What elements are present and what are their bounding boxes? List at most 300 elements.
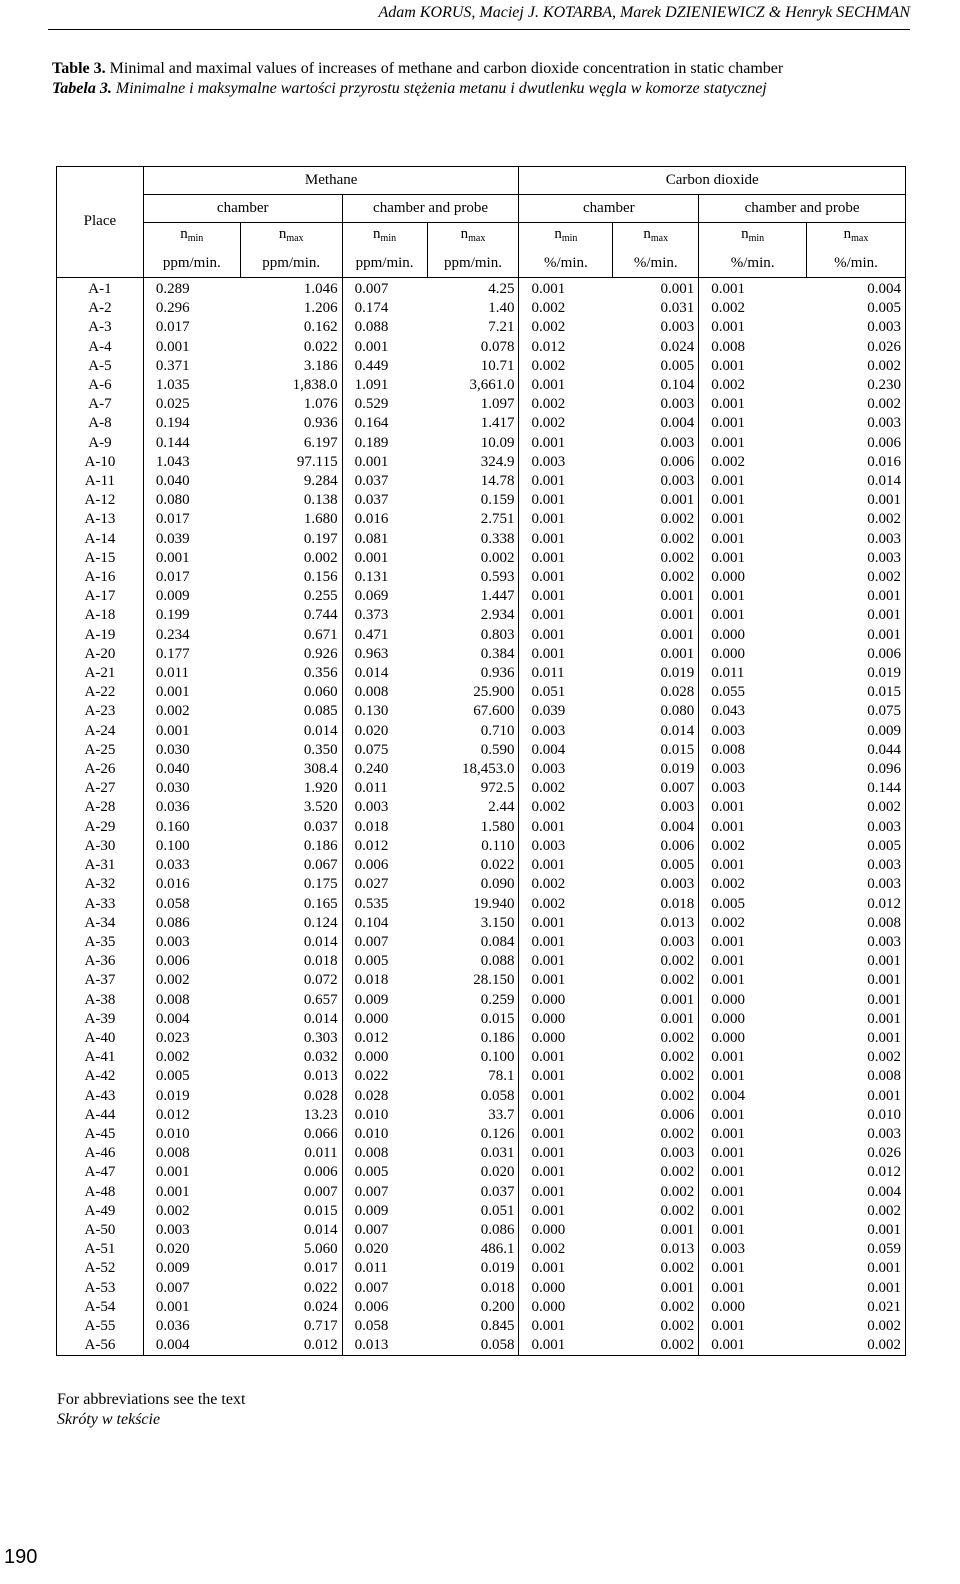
cell-ch4-probe-nmax: 7.21	[427, 318, 519, 337]
table-row	[57, 530, 906, 549]
cell-ch4-chamber-nmax: 5.060	[240, 1240, 342, 1259]
caption-pl-label: Tabela 3.	[52, 80, 112, 97]
cell-co2-probe-nmax: 0.008	[807, 914, 906, 933]
cell-co2-chamber-nmin: 0.003	[531, 453, 566, 470]
cell-co2-probe-nmin: 0.001	[711, 396, 745, 413]
cell-ch4-probe-nmin: 0.001	[354, 549, 389, 566]
cell-co2-probe-nmin: 0.000	[711, 645, 745, 662]
cell-ch4-chamber-nmin: 0.194	[155, 415, 190, 432]
n-min-header: $n_{min}$	[519, 223, 613, 251]
cell-co2-probe-nmax: 0.016	[807, 453, 906, 472]
cell-ch4-probe-nmin: 0.007	[354, 1183, 389, 1200]
cell-co2-chamber-nmin: 0.001	[531, 492, 566, 509]
cell-ch4-chamber-nmax: 0.255	[240, 587, 342, 606]
cell-ch4-probe-nmin: 0.006	[354, 1298, 389, 1315]
cell-co2-probe-nmax: 0.003	[807, 549, 906, 568]
cell-co2-probe-nmax: 0.002	[807, 1202, 906, 1221]
cell-place: A-13	[57, 510, 144, 529]
cell-place: A-52	[57, 1259, 144, 1278]
cell-co2-chamber-nmin: 0.000	[531, 1221, 566, 1238]
cell-co2-probe-nmin: 0.001	[711, 357, 745, 374]
n-min-header: $n_{min}$	[143, 223, 240, 251]
cell-co2-chamber-nmax: 0.019	[613, 760, 699, 779]
cell-co2-probe-nmax: 0.001	[807, 991, 906, 1010]
cell-ch4-chamber-nmax: 0.926	[240, 645, 342, 664]
cell-co2-probe-nmin: 0.001	[711, 1183, 745, 1200]
cell-co2-probe-nmin: 0.001	[711, 1221, 745, 1238]
cell-co2-probe-nmin: 0.000	[711, 569, 745, 586]
cell-co2-chamber-nmin: 0.001	[531, 953, 566, 970]
cell-ch4-chamber-nmin: 0.036	[155, 1317, 190, 1334]
cell-ch4-chamber-nmax: 0.007	[240, 1183, 342, 1202]
cell-ch4-probe-nmax: 0.259	[427, 991, 519, 1010]
cell-co2-chamber-nmin: 0.051	[531, 684, 566, 701]
cell-co2-probe-nmax: 0.003	[807, 875, 906, 894]
table-row	[57, 395, 906, 414]
cell-place: A-10	[57, 453, 144, 472]
cell-co2-chamber-nmin: 0.001	[531, 1164, 566, 1181]
cell-place: A-35	[57, 933, 144, 952]
cell-place: A-3	[57, 318, 144, 337]
cell-place: A-45	[57, 1125, 144, 1144]
cell-co2-chamber-nmax: 0.002	[613, 1163, 699, 1182]
cell-co2-probe-nmax: 0.001	[807, 491, 906, 510]
cell-co2-probe-nmax: 0.002	[807, 510, 906, 529]
cell-ch4-chamber-nmax: 0.028	[240, 1087, 342, 1106]
cell-co2-chamber-nmin: 0.001	[531, 473, 566, 490]
cell-ch4-probe-nmax: 0.084	[427, 933, 519, 952]
cell-co2-probe-nmax: 0.006	[807, 645, 906, 664]
cell-co2-probe-nmax: 0.002	[807, 1048, 906, 1067]
cell-ch4-probe-nmax: 19.940	[427, 895, 519, 914]
cell-ch4-probe-nmin: 0.020	[354, 722, 389, 739]
cell-co2-probe-nmin: 0.001	[711, 281, 745, 297]
cell-ch4-probe-nmax: 0.200	[427, 1298, 519, 1317]
cell-co2-probe-nmax: 0.096	[807, 760, 906, 779]
cell-co2-probe-nmax: 0.001	[807, 1010, 906, 1029]
cell-ch4-probe-nmin: 0.027	[354, 876, 389, 893]
cell-ch4-probe-nmin: 0.529	[354, 396, 389, 413]
cell-ch4-chamber-nmin: 0.017	[155, 569, 190, 586]
cell-co2-chamber-nmax: 0.002	[613, 1336, 699, 1356]
cell-place: A-54	[57, 1298, 144, 1317]
cell-co2-chamber-nmax: 0.001	[613, 587, 699, 606]
table-row	[57, 1259, 906, 1278]
cell-place: A-6	[57, 376, 144, 395]
cell-place: A-17	[57, 587, 144, 606]
cell-ch4-probe-nmax: 67.600	[427, 702, 519, 721]
cell-ch4-probe-nmin: 0.010	[354, 1125, 389, 1142]
cell-ch4-chamber-nmin: 0.039	[155, 530, 190, 547]
cell-co2-probe-nmax: 0.002	[807, 568, 906, 587]
cell-co2-chamber-nmax: 0.002	[613, 1048, 699, 1067]
cell-co2-chamber-nmax: 0.003	[613, 395, 699, 414]
cell-co2-probe-nmin: 0.003	[711, 722, 745, 739]
data-table	[56, 166, 906, 1356]
table-row	[57, 1183, 906, 1202]
cell-ch4-chamber-nmin: 0.199	[155, 607, 190, 624]
cell-ch4-chamber-nmax: 1.076	[240, 395, 342, 414]
table-row	[57, 278, 906, 300]
cell-co2-probe-nmax: 0.003	[807, 1125, 906, 1144]
cell-co2-probe-nmax: 0.001	[807, 1221, 906, 1240]
cell-ch4-probe-nmax: 2.751	[427, 510, 519, 529]
cell-co2-chamber-nmax: 0.001	[613, 1221, 699, 1240]
cell-co2-probe-nmin: 0.001	[711, 953, 745, 970]
cell-ch4-probe-nmax: 78.1	[427, 1067, 519, 1086]
cell-ch4-chamber-nmin: 0.160	[155, 818, 190, 835]
cell-co2-probe-nmax: 0.001	[807, 1087, 906, 1106]
cell-place: A-14	[57, 530, 144, 549]
cell-co2-probe-nmin: 0.001	[711, 607, 745, 624]
cell-co2-probe-nmin: 0.001	[711, 1145, 745, 1162]
table-row	[57, 1106, 906, 1125]
cell-ch4-probe-nmin: 0.012	[354, 837, 389, 854]
table-row	[57, 1067, 906, 1086]
cell-ch4-chamber-nmax: 0.657	[240, 991, 342, 1010]
cell-co2-probe-nmin: 0.000	[711, 991, 745, 1008]
cell-ch4-probe-nmax: 0.186	[427, 1029, 519, 1048]
cell-ch4-probe-nmin: 0.069	[354, 588, 389, 605]
cell-co2-probe-nmin: 0.055	[711, 684, 745, 701]
cell-ch4-probe-nmin: 0.000	[354, 1049, 389, 1066]
cell-co2-chamber-nmin: 0.001	[531, 434, 566, 451]
cell-co2-chamber-nmax: 0.001	[613, 278, 699, 300]
cell-ch4-probe-nmin: 0.449	[354, 357, 389, 374]
cell-co2-probe-nmax: 0.044	[807, 741, 906, 760]
cell-co2-probe-nmax: 0.002	[807, 798, 906, 817]
cell-co2-probe-nmax: 0.002	[807, 1336, 906, 1356]
cell-co2-chamber-nmin: 0.001	[531, 1049, 566, 1066]
cell-place: A-2	[57, 299, 144, 318]
cell-ch4-chamber-nmax: 0.024	[240, 1298, 342, 1317]
cell-co2-probe-nmin: 0.001	[711, 511, 745, 528]
cell-co2-chamber-nmin: 0.002	[531, 300, 566, 317]
cell-ch4-probe-nmin: 0.005	[354, 953, 389, 970]
cell-ch4-chamber-nmin: 0.019	[155, 1087, 190, 1104]
cell-ch4-chamber-nmax: 0.175	[240, 875, 342, 894]
cell-ch4-chamber-nmax: 13.23	[240, 1106, 342, 1125]
cell-ch4-chamber-nmin: 0.012	[155, 1106, 190, 1123]
cell-ch4-chamber-nmax: 0.124	[240, 914, 342, 933]
cell-place: A-18	[57, 606, 144, 625]
cell-co2-chamber-nmin: 0.001	[531, 1183, 566, 1200]
cell-ch4-probe-nmin: 0.007	[354, 933, 389, 950]
cell-co2-chamber-nmax: 0.002	[613, 1202, 699, 1221]
cell-co2-probe-nmax: 0.003	[807, 818, 906, 837]
cell-co2-chamber-nmin: 0.003	[531, 761, 566, 778]
cell-ch4-probe-nmin: 0.240	[354, 761, 389, 778]
cell-ch4-chamber-nmin: 0.144	[155, 434, 190, 451]
table-row	[57, 1048, 906, 1067]
n-min-header: $n_{min}$	[342, 223, 427, 251]
cell-ch4-probe-nmax: 0.022	[427, 856, 519, 875]
cell-co2-chamber-nmax: 0.002	[613, 1087, 699, 1106]
cell-ch4-chamber-nmax: 0.022	[240, 338, 342, 357]
cell-co2-chamber-nmax: 0.002	[613, 530, 699, 549]
cell-place: A-46	[57, 1144, 144, 1163]
cell-co2-chamber-nmax: 0.002	[613, 1259, 699, 1278]
cell-ch4-probe-nmax: 0.100	[427, 1048, 519, 1067]
cell-place: A-27	[57, 779, 144, 798]
footnote-pl: Skróty w tekście	[57, 1411, 161, 1428]
cell-ch4-chamber-nmin: 0.002	[155, 703, 190, 720]
cell-ch4-probe-nmax: 0.020	[427, 1163, 519, 1182]
cell-ch4-probe-nmin: 0.001	[354, 453, 389, 470]
cell-ch4-probe-nmax: 0.037	[427, 1183, 519, 1202]
cell-co2-probe-nmin: 0.002	[711, 914, 745, 931]
table-row	[57, 587, 906, 606]
cell-place: A-51	[57, 1240, 144, 1259]
cell-co2-probe-nmax: 0.001	[807, 606, 906, 625]
cell-ch4-probe-nmax: 0.384	[427, 645, 519, 664]
cell-place: A-7	[57, 395, 144, 414]
cell-ch4-probe-nmax: 0.058	[427, 1336, 519, 1356]
cell-co2-chamber-nmax: 0.003	[613, 798, 699, 817]
cell-ch4-probe-nmin: 0.963	[354, 645, 389, 662]
table-row	[57, 491, 906, 510]
cell-co2-probe-nmin: 0.001	[711, 818, 745, 835]
cell-ch4-chamber-nmin: 0.289	[155, 281, 190, 297]
cell-co2-chamber-nmax: 0.006	[613, 453, 699, 472]
table-row	[57, 1221, 906, 1240]
cell-ch4-probe-nmin: 0.007	[354, 281, 389, 297]
cell-ch4-chamber-nmax: 0.014	[240, 1221, 342, 1240]
cell-ch4-chamber-nmax: 0.015	[240, 1202, 342, 1221]
cell-co2-probe-nmax: 0.001	[807, 587, 906, 606]
cell-co2-chamber-nmax: 0.005	[613, 357, 699, 376]
methane-chamber-header: chamber	[143, 195, 342, 223]
cell-co2-chamber-nmax: 0.002	[613, 971, 699, 990]
cell-co2-probe-nmax: 0.012	[807, 1163, 906, 1182]
cell-co2-probe-nmin: 0.000	[711, 1010, 745, 1027]
cell-ch4-chamber-nmax: 9.284	[240, 472, 342, 491]
cell-ch4-chamber-nmin: 0.005	[155, 1068, 190, 1085]
cell-ch4-chamber-nmax: 0.303	[240, 1029, 342, 1048]
cell-co2-chamber-nmax: 0.014	[613, 722, 699, 741]
table-row	[57, 376, 906, 395]
cell-ch4-chamber-nmin: 1.035	[155, 377, 190, 394]
cell-co2-probe-nmax: 0.012	[807, 895, 906, 914]
cell-co2-probe-nmin: 0.000	[711, 626, 745, 643]
footnote-en: For abbreviations see the text	[57, 1391, 246, 1408]
cell-ch4-probe-nmin: 0.174	[354, 300, 389, 317]
table-row	[57, 357, 906, 376]
table-row	[57, 991, 906, 1010]
table-row	[57, 741, 906, 760]
cell-co2-probe-nmax: 0.002	[807, 1317, 906, 1336]
cell-co2-probe-nmin: 0.001	[711, 434, 745, 451]
cell-ch4-probe-nmax: 0.018	[427, 1279, 519, 1298]
cell-ch4-chamber-nmin: 0.017	[155, 511, 190, 528]
cell-ch4-chamber-nmax: 1.046	[240, 278, 342, 300]
cell-co2-probe-nmax: 0.014	[807, 472, 906, 491]
cell-co2-probe-nmax: 0.059	[807, 1240, 906, 1259]
cell-co2-chamber-nmax: 0.080	[613, 702, 699, 721]
cell-co2-probe-nmin: 0.001	[711, 588, 745, 605]
cell-place: A-32	[57, 875, 144, 894]
table-row	[57, 1279, 906, 1298]
cell-ch4-chamber-nmax: 0.186	[240, 837, 342, 856]
cell-ch4-chamber-nmin: 0.006	[155, 953, 190, 970]
cell-ch4-probe-nmax: 0.090	[427, 875, 519, 894]
table-row	[57, 1010, 906, 1029]
table-row	[57, 472, 906, 491]
table-row	[57, 1317, 906, 1336]
cell-ch4-probe-nmin: 0.009	[354, 991, 389, 1008]
cell-ch4-chamber-nmin: 0.033	[155, 857, 190, 874]
cell-co2-probe-nmin: 0.001	[711, 1279, 745, 1296]
cell-co2-probe-nmax: 0.075	[807, 702, 906, 721]
cell-ch4-chamber-nmax: 0.936	[240, 414, 342, 433]
cell-ch4-chamber-nmax: 0.011	[240, 1144, 342, 1163]
cell-place: A-55	[57, 1317, 144, 1336]
cell-ch4-probe-nmin: 0.014	[354, 665, 389, 682]
cell-place: A-50	[57, 1221, 144, 1240]
cell-ch4-probe-nmax: 1.40	[427, 299, 519, 318]
cell-co2-probe-nmax: 0.026	[807, 338, 906, 357]
cell-co2-chamber-nmax: 0.002	[613, 1183, 699, 1202]
cell-ch4-probe-nmax: 0.015	[427, 1010, 519, 1029]
cell-ch4-chamber-nmax: 0.156	[240, 568, 342, 587]
cell-co2-chamber-nmax: 0.013	[613, 914, 699, 933]
cell-co2-chamber-nmax: 0.024	[613, 338, 699, 357]
cell-co2-probe-nmin: 0.001	[711, 530, 745, 547]
cell-ch4-chamber-nmin: 0.001	[155, 338, 190, 355]
cell-co2-chamber-nmin: 0.001	[531, 1068, 566, 1085]
cell-co2-chamber-nmax: 0.002	[613, 1029, 699, 1048]
cell-ch4-probe-nmin: 0.007	[354, 1221, 389, 1238]
cell-co2-chamber-nmin: 0.039	[531, 703, 566, 720]
cell-ch4-chamber-nmax: 0.037	[240, 818, 342, 837]
cell-co2-probe-nmin: 0.001	[711, 1202, 745, 1219]
cell-ch4-probe-nmin: 0.007	[354, 1279, 389, 1296]
table-row	[57, 606, 906, 625]
cell-place: A-31	[57, 856, 144, 875]
cell-ch4-chamber-nmax: 0.717	[240, 1317, 342, 1336]
cell-ch4-chamber-nmin: 0.296	[155, 300, 190, 317]
running-header: Adam KORUS, Maciej J. KOTARBA, Marek DZIENIEWICZ & Henryk SECHMAN	[48, 0, 910, 30]
cell-co2-chamber-nmin: 0.001	[531, 857, 566, 874]
cell-ch4-probe-nmin: 0.104	[354, 914, 389, 931]
table-row	[57, 434, 906, 453]
cell-ch4-chamber-nmin: 0.016	[155, 876, 190, 893]
cell-ch4-probe-nmin: 0.016	[354, 511, 389, 528]
cell-ch4-chamber-nmax: 1.206	[240, 299, 342, 318]
cell-ch4-chamber-nmax: 0.018	[240, 952, 342, 971]
table-row	[57, 453, 906, 472]
cell-place: A-9	[57, 434, 144, 453]
cell-co2-probe-nmax: 0.001	[807, 626, 906, 645]
table-row	[57, 914, 906, 933]
cell-place: A-39	[57, 1010, 144, 1029]
cell-ch4-chamber-nmax: 0.197	[240, 530, 342, 549]
cell-co2-probe-nmin: 0.001	[711, 972, 745, 989]
cell-ch4-probe-nmax: 28.150	[427, 971, 519, 990]
unit-header: %/min.	[699, 250, 807, 278]
cell-ch4-chamber-nmin: 0.002	[155, 972, 190, 989]
cell-co2-probe-nmin: 0.001	[711, 1049, 745, 1066]
cell-co2-chamber-nmin: 0.001	[531, 588, 566, 605]
cell-co2-chamber-nmax: 0.001	[613, 606, 699, 625]
cell-place: A-16	[57, 568, 144, 587]
cell-place: A-20	[57, 645, 144, 664]
table-row	[57, 875, 906, 894]
cell-ch4-chamber-nmin: 0.080	[155, 492, 190, 509]
table-row	[57, 760, 906, 779]
cell-ch4-probe-nmin: 0.012	[354, 1029, 389, 1046]
cell-ch4-probe-nmax: 0.019	[427, 1259, 519, 1278]
caption-en	[52, 59, 832, 79]
cell-ch4-probe-nmax: 0.078	[427, 338, 519, 357]
cell-co2-chamber-nmin: 0.000	[531, 991, 566, 1008]
cell-co2-chamber-nmax: 0.006	[613, 837, 699, 856]
cell-place: A-37	[57, 971, 144, 990]
cell-co2-chamber-nmin: 0.002	[531, 799, 566, 816]
n-max-header: $n_{max}$	[427, 223, 519, 251]
cell-ch4-chamber-nmin: 0.001	[155, 549, 190, 566]
cell-place: A-15	[57, 549, 144, 568]
cell-ch4-chamber-nmax: 0.002	[240, 549, 342, 568]
cell-ch4-probe-nmin: 0.020	[354, 1241, 389, 1258]
table-row	[57, 1087, 906, 1106]
cell-ch4-chamber-nmax: 3.520	[240, 798, 342, 817]
cell-co2-chamber-nmin: 0.012	[531, 338, 566, 355]
cell-co2-chamber-nmin: 0.001	[531, 1145, 566, 1162]
cell-co2-chamber-nmin: 0.001	[531, 530, 566, 547]
cell-co2-probe-nmax: 0.019	[807, 664, 906, 683]
cell-co2-chamber-nmax: 0.003	[613, 875, 699, 894]
cell-co2-chamber-nmin: 0.001	[531, 1106, 566, 1123]
cell-co2-chamber-nmin: 0.001	[531, 511, 566, 528]
cell-co2-probe-nmax: 0.230	[807, 376, 906, 395]
cell-co2-probe-nmax: 0.003	[807, 856, 906, 875]
cell-co2-probe-nmax: 0.144	[807, 779, 906, 798]
cell-co2-probe-nmin: 0.002	[711, 377, 745, 394]
cell-place: A-48	[57, 1183, 144, 1202]
cell-co2-chamber-nmax: 0.002	[613, 510, 699, 529]
cell-co2-probe-nmax: 0.003	[807, 933, 906, 952]
unit-header: ppm/min.	[427, 250, 519, 278]
cell-co2-chamber-nmin: 0.001	[531, 1317, 566, 1334]
cell-ch4-chamber-nmin: 0.036	[155, 799, 190, 816]
n-max-header: $n_{max}$	[807, 223, 906, 251]
cell-co2-chamber-nmin: 0.003	[531, 837, 566, 854]
cell-co2-chamber-nmin: 0.002	[531, 396, 566, 413]
cell-place: A-36	[57, 952, 144, 971]
cell-co2-probe-nmax: 0.015	[807, 683, 906, 702]
table-footnote	[57, 1390, 245, 1430]
cell-ch4-probe-nmax: 0.086	[427, 1221, 519, 1240]
cell-place: A-23	[57, 702, 144, 721]
cell-co2-probe-nmax: 0.026	[807, 1144, 906, 1163]
table-row	[57, 856, 906, 875]
cell-ch4-chamber-nmax: 0.014	[240, 933, 342, 952]
cell-ch4-probe-nmax: 0.088	[427, 952, 519, 971]
cell-ch4-probe-nmax: 0.110	[427, 837, 519, 856]
cell-co2-chamber-nmin: 0.001	[531, 1260, 566, 1277]
table-row	[57, 702, 906, 721]
cell-ch4-probe-nmin: 0.022	[354, 1068, 389, 1085]
cell-co2-chamber-nmin: 0.001	[531, 914, 566, 931]
cell-ch4-probe-nmin: 0.001	[354, 338, 389, 355]
cell-co2-chamber-nmax: 0.031	[613, 299, 699, 318]
cell-co2-chamber-nmin: 0.002	[531, 780, 566, 797]
co2-chamber-probe-header: chamber and probe	[699, 195, 906, 223]
cell-ch4-chamber-nmax: 0.060	[240, 683, 342, 702]
cell-co2-chamber-nmax: 0.001	[613, 1010, 699, 1029]
cell-ch4-chamber-nmin: 0.030	[155, 780, 190, 797]
